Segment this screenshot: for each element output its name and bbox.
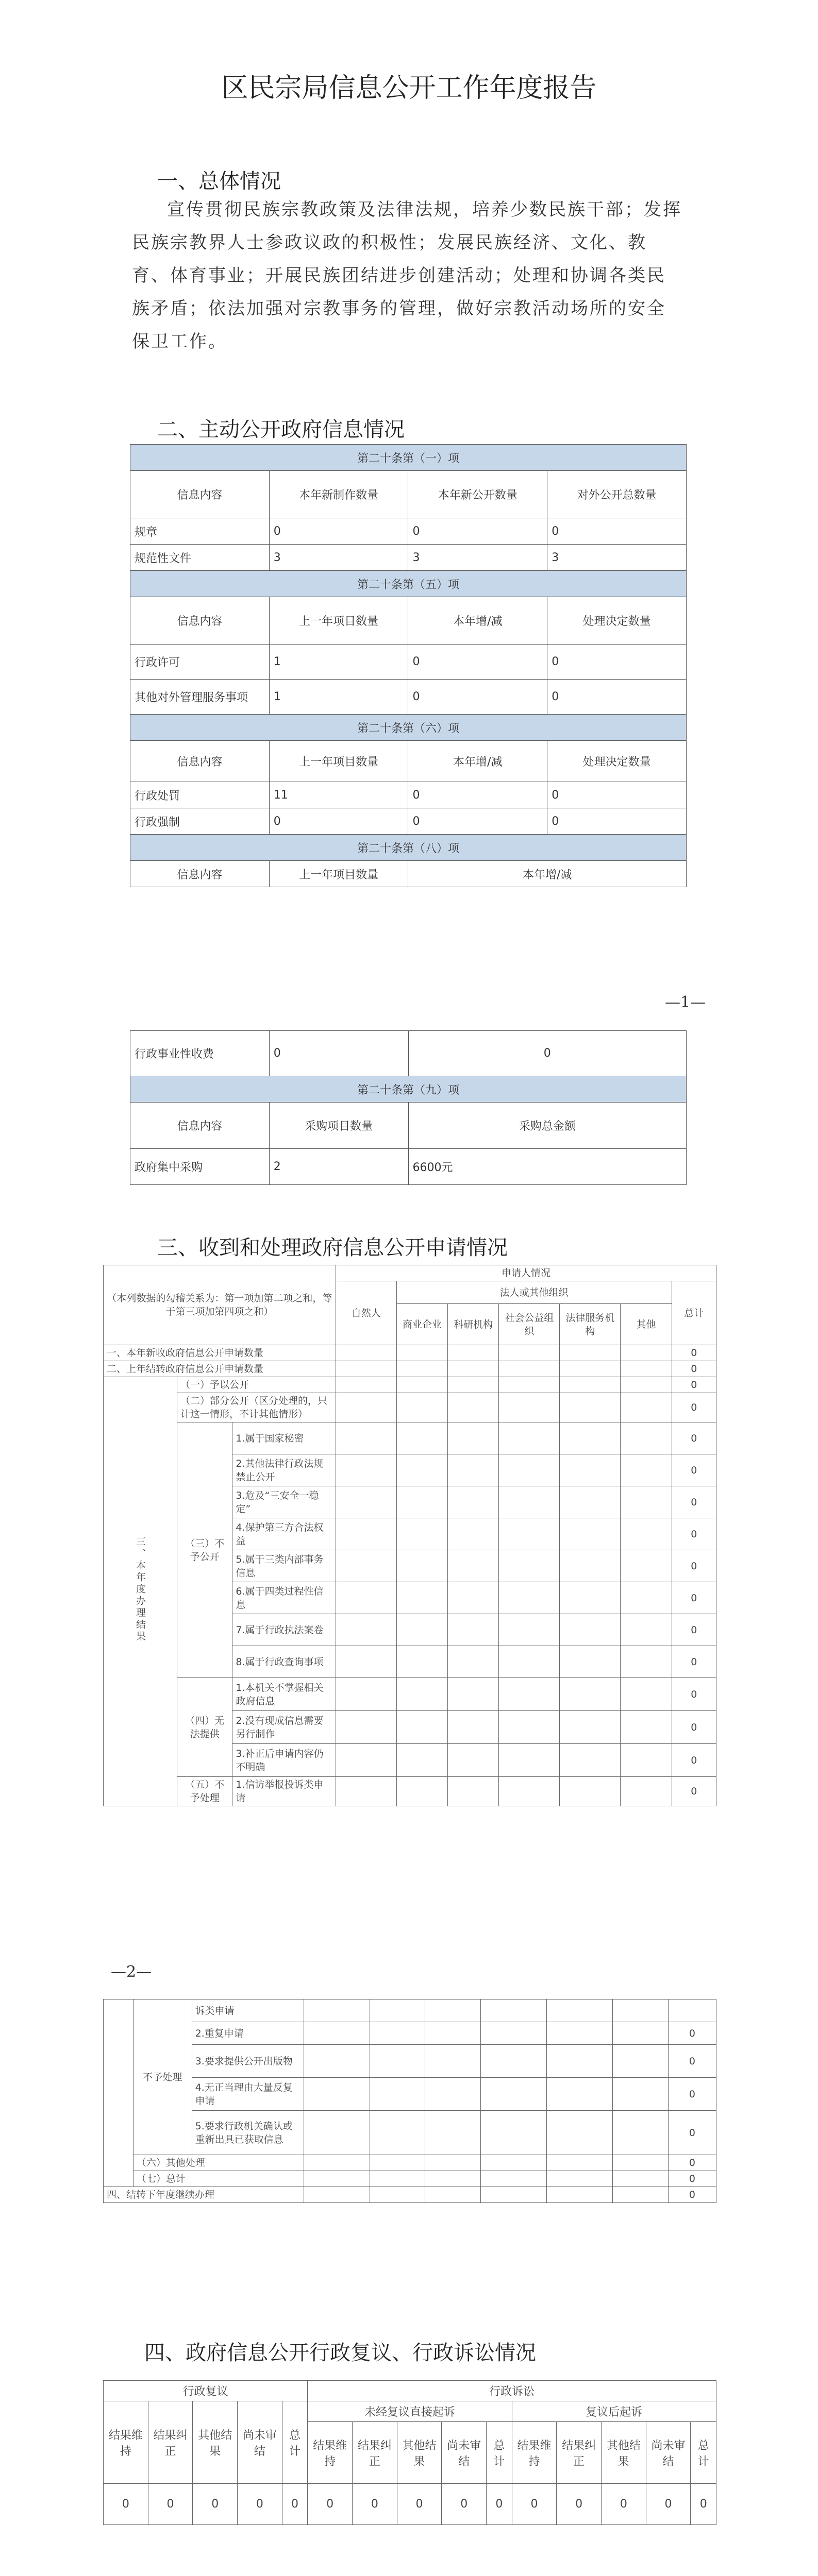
cell: 0 [547, 645, 687, 680]
page-number: —1— [665, 993, 706, 1011]
review-header: 行政复议 [104, 2381, 308, 2401]
cell: 0 [547, 680, 687, 715]
column-header: 处理决定数量 [547, 597, 687, 645]
row-label: 规章 [130, 518, 270, 545]
cell: 0 [672, 1486, 716, 1518]
cell: 3 [547, 545, 687, 571]
column-header: 上一年项目数量 [269, 861, 408, 887]
review-table [103, 2380, 716, 2525]
cell: 0 [672, 1345, 716, 1361]
cell: 0 [672, 1518, 716, 1550]
cell: 0 [193, 2484, 238, 2525]
column-header: 上一年项目数量 [269, 597, 408, 645]
cell: 0 [547, 518, 687, 545]
litigation-col: 结果纠正 [557, 2422, 602, 2484]
cell: 0 [408, 680, 547, 715]
row-label: 1.本机关不掌握相关政府信息 [232, 1678, 336, 1711]
column-header: 信息内容 [130, 1103, 270, 1149]
cell: 0 [672, 1744, 716, 1777]
natural-person-header: 自然人 [336, 1281, 396, 1345]
review-col: 结果纠正 [148, 2401, 193, 2484]
litigation-col: 总计 [487, 2422, 512, 2484]
cell: 1 [269, 680, 408, 715]
table-band: 第二十条第（八）项 [130, 835, 687, 861]
legal-col-header: 商业企业 [396, 1304, 447, 1345]
litigation-col: 结果维持 [512, 2422, 557, 2484]
table-band: 第二十条第（一）项 [130, 445, 687, 471]
column-header: 本年增/减 [408, 597, 547, 645]
cell: 0 [668, 2022, 716, 2045]
litigation-col: 其他结果 [602, 2422, 646, 2484]
cell: 0 [668, 2045, 716, 2078]
page-number: —2— [111, 1963, 152, 1981]
row-label: 5.要求行政机关确认或重新出具已获取信息 [192, 2111, 304, 2155]
cell: 0 [308, 2484, 353, 2525]
cell: 2 [269, 1149, 408, 1185]
table-band: 第二十条第（九）项 [130, 1076, 687, 1103]
column-header: 信息内容 [130, 861, 270, 887]
legal-col-header: 社会公益组织 [499, 1304, 560, 1345]
litigation-col: 总计 [691, 2422, 716, 2484]
result-group-text: 三、本年度办理结果 [135, 1536, 146, 1643]
group-spacer [104, 1999, 133, 2187]
cell: 0 [672, 1361, 716, 1377]
column-header: 采购项目数量 [269, 1103, 408, 1149]
row-label: 7.属于行政执法案卷 [232, 1614, 336, 1646]
page-title: 区民宗局信息公开工作年度报告 [221, 73, 597, 104]
cell: 0 [487, 2484, 512, 2525]
requests-table-continued [103, 1999, 716, 2203]
cell: 0 [668, 2078, 716, 2111]
cell: 0 [238, 2484, 282, 2525]
row-label: 6.属于四类过程性信息 [232, 1582, 336, 1614]
review-col: 结果维持 [104, 2401, 148, 2484]
cell: 0 [672, 1678, 716, 1711]
column-header: 对外公开总数量 [547, 471, 687, 518]
cell: 0 [672, 1582, 716, 1614]
row-label: 二、上年结转政府信息公开申请数量 [104, 1361, 336, 1377]
column-header: 本年增/减 [408, 861, 687, 887]
applicant-header: 申请人情况 [336, 1265, 716, 1281]
cell: 0 [148, 2484, 193, 2525]
column-header: 上一年项目数量 [269, 741, 408, 782]
review-col: 尚未审结 [238, 2401, 282, 2484]
row-label: 4.无正当理由大量反复申请 [192, 2078, 304, 2111]
row-label: 3.危及“三安全一稳定” [232, 1486, 336, 1518]
cell: 0 [672, 1377, 716, 1393]
column-header: 本年新公开数量 [408, 471, 547, 518]
row-label: 行政强制 [130, 808, 270, 835]
cell: 0 [668, 2111, 716, 2155]
cell: 0 [691, 2484, 716, 2525]
column-header: 本年新制作数量 [269, 471, 408, 518]
column-header: 信息内容 [130, 597, 270, 645]
row-label: 行政事业性收费 [130, 1031, 270, 1076]
cell: 1 [269, 645, 408, 680]
cell: 11 [269, 782, 408, 808]
litigation-col: 其他结果 [397, 2422, 442, 2484]
cell: 0 [668, 2171, 716, 2187]
cell: 0 [408, 645, 547, 680]
cell: 0 [547, 782, 687, 808]
cell: 0 [408, 1031, 687, 1076]
litigation-col: 结果维持 [308, 2422, 353, 2484]
row-label: 行政许可 [130, 645, 270, 680]
legal-person-header: 法人或其他组织 [396, 1281, 672, 1304]
cell: 0 [442, 2484, 487, 2525]
cell: 0 [672, 1422, 716, 1454]
review-col: 其他结果 [193, 2401, 238, 2484]
column-header: 信息内容 [130, 471, 270, 518]
table-corner-note: （本列数据的勾稽关系为：第一项加第二项之和，等于第三项加第四项之和） [104, 1265, 336, 1345]
cell: 0 [282, 2484, 308, 2525]
overview-paragraph: 宣传贯彻民族宗教政策及法律法规，培养少数民族干部；发挥民族宗教界人士参政议政的积极性；发展民族经济、文化、教育、体育事业；开展民族团结进步创建活动；处理和协调各类民族矛盾；依法加强对宗教事务的管理，做好宗教活动场所的安全保卫工作。 [132, 199, 682, 352]
row-label: 规范性文件 [130, 545, 270, 571]
cell: 0 [353, 2484, 397, 2525]
cell: 6600元 [408, 1149, 687, 1185]
cell: 0 [557, 2484, 602, 2525]
row-label: 1.属于国家秘密 [232, 1422, 336, 1454]
cell: 0 [602, 2484, 646, 2525]
direct-litigation-header: 未经复议直接起诉 [308, 2401, 512, 2422]
row-label: 8.属于行政查询事项 [232, 1646, 336, 1678]
row-label: 4.保护第三方合法权益 [232, 1518, 336, 1550]
requests-table [103, 1265, 716, 1806]
row-label: （一）予以公开 [177, 1377, 336, 1393]
cell: 0 [408, 808, 547, 835]
after-review-header: 复议后起诉 [512, 2401, 716, 2422]
column-header: 采购总金额 [408, 1103, 687, 1149]
cell: 0 [668, 2187, 716, 2203]
total-header: 总计 [672, 1281, 716, 1345]
row-group-label: （五）不予处理 [177, 1777, 232, 1806]
cell: 0 [672, 1711, 716, 1744]
review-col: 总计 [282, 2401, 308, 2484]
row-label: 诉类申请 [192, 1999, 304, 2022]
cell: 0 [408, 782, 547, 808]
row-label: 政府集中采购 [130, 1149, 270, 1185]
row-group-label: （三）不予公开 [177, 1422, 232, 1678]
cell: 0 [672, 1646, 716, 1678]
cell: 0 [547, 808, 687, 835]
litigation-col: 尚未审结 [646, 2422, 691, 2484]
cell: 3 [408, 545, 547, 571]
row-label: 四、结转下年度继续办理 [104, 2187, 304, 2203]
row-label: 3.要求提供公开出版物 [192, 2045, 304, 2078]
row-label: 2.没有现成信息需要另行制作 [232, 1711, 336, 1744]
table-band: 第二十条第（六）项 [130, 715, 687, 741]
row-label: 2.重复申请 [192, 2022, 304, 2045]
cell: 0 [104, 2484, 148, 2525]
section-heading-proactive: 二、主动公开政府信息情况 [157, 418, 405, 442]
cell: 0 [397, 2484, 442, 2525]
row-label: 1.信访举报投诉类申请 [232, 1777, 336, 1806]
litigation-col: 结果纠正 [353, 2422, 397, 2484]
row-group-label: 不予处理 [133, 1999, 192, 2155]
row-label: 5.属于三类内部事务信息 [232, 1550, 336, 1582]
cell: 0 [512, 2484, 557, 2525]
result-group-label [104, 1377, 177, 1806]
section-heading-review: 四、政府信息公开行政复议、行政诉讼情况 [144, 2341, 536, 2365]
cell: 0 [672, 1550, 716, 1582]
cell: 0 [668, 2155, 716, 2171]
row-label: 其他对外管理服务事项 [130, 680, 270, 715]
section-heading-overview: 一、总体情况 [157, 170, 281, 193]
cell: 0 [646, 2484, 691, 2525]
cell: 0 [672, 1454, 716, 1486]
proactive-table [130, 444, 687, 887]
cell: 0 [672, 1393, 716, 1422]
cell: 0 [269, 808, 408, 835]
row-group-label: （四）无法提供 [177, 1678, 232, 1777]
litigation-col: 尚未审结 [442, 2422, 487, 2484]
cell: 0 [672, 1614, 716, 1646]
cell: 0 [269, 1031, 408, 1076]
legal-col-header: 法律服务机构 [560, 1304, 621, 1345]
table-band: 第二十条第（五）项 [130, 571, 687, 597]
section-heading-requests: 三、收到和处理政府信息公开申请情况 [157, 1236, 508, 1260]
row-label: （六）其他处理 [133, 2155, 304, 2171]
column-header: 信息内容 [130, 741, 270, 782]
cell: 0 [269, 518, 408, 545]
row-label: 2.其他法律行政法规禁止公开 [232, 1454, 336, 1486]
row-label: （七）总计 [133, 2171, 304, 2187]
proactive-table-continued [130, 1030, 687, 1185]
cell: 3 [269, 545, 408, 571]
row-label: （二）部分公开（区分处理的，只计这一情形，不计其他情形） [177, 1393, 336, 1422]
legal-col-header: 科研机构 [448, 1304, 499, 1345]
legal-col-header: 其他 [621, 1304, 672, 1345]
litigation-header: 行政诉讼 [308, 2381, 716, 2401]
row-label: 3.补正后申请内容仍不明确 [232, 1744, 336, 1777]
cell: 0 [672, 1777, 716, 1806]
cell: 0 [408, 518, 547, 545]
column-header: 本年增/减 [408, 741, 547, 782]
column-header: 处理决定数量 [547, 741, 687, 782]
row-label: 行政处罚 [130, 782, 270, 808]
row-label: 一、本年新收政府信息公开申请数量 [104, 1345, 336, 1361]
